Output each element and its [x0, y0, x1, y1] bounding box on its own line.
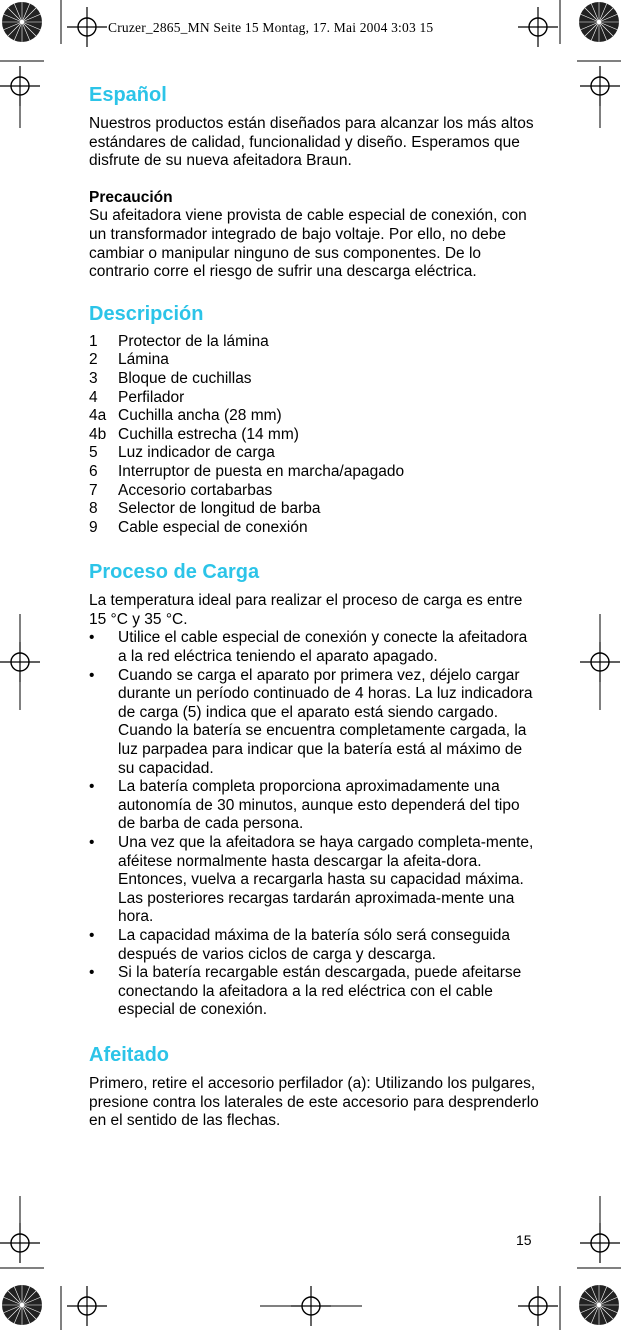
section-carga: [89, 559, 539, 1020]
item-text: Bloque de cuchillas: [118, 369, 252, 387]
bullet-mark: •: [89, 778, 95, 796]
section-title-carga: Proceso de Carga: [89, 561, 260, 584]
item-text: Accesorio cortabarbas: [118, 481, 273, 499]
item-text: Cuchilla estrecha (14 mm): [118, 425, 299, 443]
list-item: [89, 778, 539, 834]
bullet-mark: •: [89, 629, 95, 647]
page-content: [89, 82, 539, 1131]
list-item: [89, 333, 539, 352]
charging-intro: La temperatura ideal para realizar el proceso de carga es entre 15 °C y 35 °C.: [89, 592, 523, 628]
section-espanol: [89, 82, 539, 282]
list-item: [89, 834, 539, 927]
caution-paragraph: Su afeitadora viene provista de cable especial de conexión, con un transformador integrado de bajo voltaje. Por ello, no debe cambiar o manipular ninguno de sus componentes. De lo contrario corre el riesgo de sufrir una descarga eléctrica.: [89, 207, 527, 281]
parts-list: [89, 333, 539, 538]
list-item: [89, 927, 539, 964]
item-number: 6: [89, 462, 98, 480]
list-item: [89, 444, 539, 463]
target-wheel-top-left: [1, 1, 43, 43]
list-item: [89, 964, 539, 1020]
item-text: Protector de la lámina: [118, 332, 269, 350]
section-afeitado: [89, 1042, 539, 1131]
item-number: 3: [89, 369, 98, 387]
item-text: Cuchilla ancha (28 mm): [118, 407, 282, 425]
print-slug: Cruzer_2865_MN Seite 15 Montag, 17. Mai 2004 3:03 15: [108, 20, 434, 35]
caution-heading: Precaución: [89, 188, 173, 206]
item-number: 1: [89, 332, 98, 350]
item-number: 5: [89, 444, 98, 462]
list-item: [89, 370, 539, 389]
section-title-afeitado: Afeitado: [89, 1043, 169, 1066]
bullet-text: La batería completa proporciona aproximadamente una autonomía de 30 minutos, aunque esto dependerá del tipo de barba de cada persona.: [118, 778, 520, 833]
list-item: [89, 482, 539, 501]
item-text: Luz indicador de carga: [118, 444, 275, 462]
item-text: Lámina: [118, 351, 169, 369]
bullet-text: Una vez que la afeitadora se haya cargado completa-mente, aféitese normalmente hasta descargar la afeita-dora. Entonces, vuelva a recargarla hasta su capacidad máxima. Las posteriores recargas tardarán aproximada-mente una hora.: [118, 834, 534, 926]
item-number: 8: [89, 500, 98, 518]
section-title-espanol: Español: [89, 84, 167, 106]
list-item: [89, 463, 539, 482]
bullet-text: Cuando se carga el aparato por primera vez, déjelo cargar durante un período continuado de 4 horas. La luz indicadora de carga (5) indica que el aparato está siendo cargado. Cuando la batería se encuentra completamente cargada, la luz parpadea para indicar que la batería está al máximo de su capacidad.: [118, 666, 533, 777]
bullet-mark: •: [89, 666, 95, 684]
wheel: [1, 1, 43, 43]
item-number: 7: [89, 481, 98, 499]
bullet-mark: •: [89, 834, 95, 851]
list-item: [89, 500, 539, 519]
bullet-text: Si la batería recargable están descargada, puede afeitarse conectando la afeitadora a la red eléctrica con el cable especial de conexión.: [118, 964, 522, 1019]
list-item: [89, 519, 539, 538]
list-item: [89, 351, 539, 370]
item-number: 4b: [89, 425, 107, 443]
item-number: 9: [89, 518, 98, 536]
bullet-text: La capacidad máxima de la batería sólo será conseguida después de varios ciclos de carga y descarga.: [118, 926, 511, 963]
page-number: 15: [516, 1232, 532, 1248]
list-item: [89, 629, 539, 666]
list-item: [89, 426, 539, 445]
item-number: 4a: [89, 407, 107, 425]
target-wheel-top-right: [578, 1, 620, 43]
charging-bullets: [89, 629, 539, 1019]
item-text: Cable especial de conexión: [118, 518, 308, 536]
section-descripcion: [89, 301, 539, 538]
section-title-descripcion: Descripción: [89, 302, 204, 325]
target-wheel-bottom-left: [1, 1284, 43, 1326]
bullet-text: Utilice el cable especial de conexión y conecte la afeitadora a la red eléctrica teniendo el aparato apagado.: [118, 629, 528, 666]
item-text: Perfilador: [118, 388, 185, 406]
bullet-mark: •: [89, 926, 95, 944]
intro-paragraph: Nuestros productos están diseñados para alcanzar los más altos estándares de calidad, funcionalidad y diseño. Esperamos que disfrute de su nueva afeitadora Braun.: [89, 115, 534, 170]
item-number: 2: [89, 351, 98, 369]
item-number: 4: [89, 388, 98, 406]
bullet-mark: •: [89, 964, 95, 982]
item-text: Interruptor de puesta en marcha/apagado: [118, 462, 405, 480]
shaving-paragraph: Primero, retire el accesorio perfilador (a): Utilizando los pulgares, presione contra los laterales de este accesorio para desprenderlo en el sentido de las flechas.: [89, 1074, 539, 1130]
list-item: [89, 667, 539, 779]
list-item: [89, 389, 539, 408]
item-text: Selector de longitud de barba: [118, 500, 321, 518]
target-wheel-bottom-right: [578, 1284, 620, 1326]
list-item: [89, 407, 539, 426]
